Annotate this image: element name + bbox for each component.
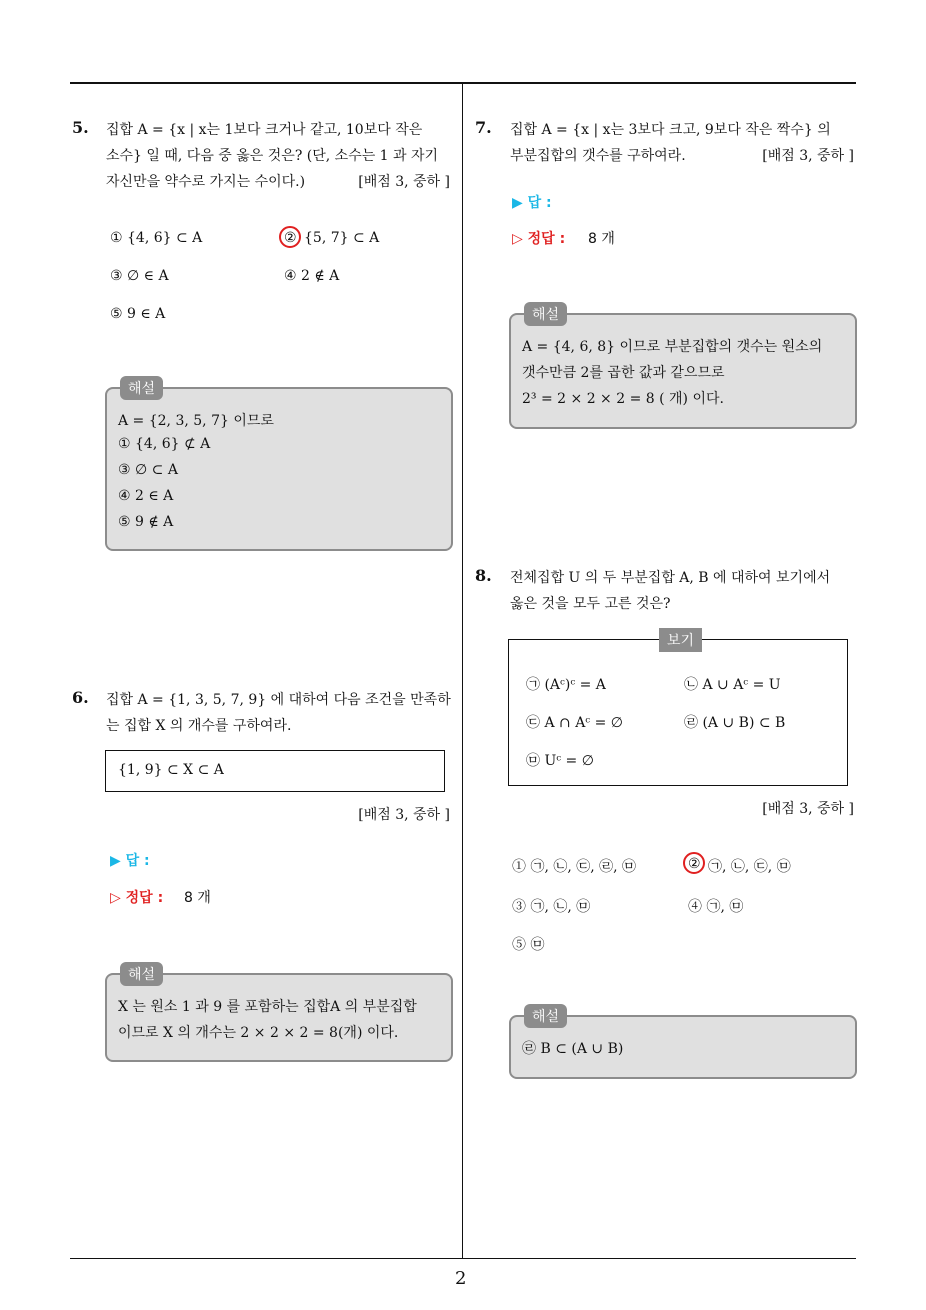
question-5-text-line: 자신만을 약수로 가지는 수이다.)	[106, 174, 306, 190]
question-8-text-line: 전체집합 U 의 두 부분집합 A, B 에 대하여 보기에서	[510, 570, 831, 586]
question-6-solution-box	[105, 973, 453, 1062]
question-6-correct-value: 8 개	[184, 890, 211, 906]
question-6-score: [배점 3, 중하 ]	[358, 807, 450, 823]
question-5-number: 5.	[72, 118, 89, 137]
question-8-solution-tag: 해설	[524, 1004, 567, 1028]
question-8-choice-5[interactable]: ⑤ ㉤	[512, 937, 545, 953]
question-7-correct-value: 8 개	[588, 231, 615, 247]
solution-line: 이므로 X 의 개수는 2 × 2 × 2 = 8(개) 이다.	[118, 1025, 399, 1041]
bogi-item: ㉡ A ∪ Aᶜ = U	[684, 677, 781, 693]
question-8-bogi-tag: 보기	[659, 628, 702, 652]
solution-line: A = {2, 3, 5, 7} 이므로	[118, 413, 274, 429]
bogi-item: ㉤ Uᶜ = ∅	[526, 753, 594, 769]
question-8-choice-2[interactable]: ㉠, ㉡, ㉢, ㉤	[708, 859, 791, 875]
question-7-text-line: 부분집합의 갯수를 구하여라.	[510, 148, 686, 164]
question-5-solution-tag: 해설	[120, 376, 163, 400]
solution-line: 2³ = 2 × 2 × 2 = 8 ( 개) 이다.	[522, 391, 724, 407]
question-8-choice-3[interactable]: ③ ㉠, ㉡, ㉤	[512, 899, 591, 915]
question-5-choice-4[interactable]: ④ 2 ∉ A	[284, 268, 340, 284]
solution-line: ④ 2 ∈ A	[118, 488, 174, 504]
column-divider	[462, 84, 463, 1258]
question-5-choice-5[interactable]: ⑤ 9 ∈ A	[110, 306, 166, 322]
question-7-score: [배점 3, 중하 ]	[762, 148, 854, 164]
question-7-correct-label: ▷ 정답 :	[512, 231, 566, 247]
question-7-answer-label: ▶ 답 :	[512, 195, 552, 211]
question-5-choice-1[interactable]: ① {4, 6} ⊂ A	[110, 230, 203, 246]
question-6-text-line: 는 집합 X 의 개수를 구하여라.	[106, 718, 292, 734]
solution-line: ㉣ B ⊂ (A ∪ B)	[522, 1041, 624, 1057]
question-7-text-line: 집합 A = {x | x는 3보다 크고, 9보다 작은 짝수} 의	[510, 122, 831, 138]
solution-line: A = {4, 6, 8} 이므로 부분집합의 갯수는 원소의	[522, 339, 823, 355]
solution-line: X 는 원소 1 과 9 를 포함하는 집합A 의 부분집합	[118, 999, 417, 1015]
solution-line: ③ ∅ ⊂ A	[118, 462, 178, 478]
question-8-text-line: 옳은 것을 모두 고른 것은?	[510, 596, 671, 612]
question-8-choice-1[interactable]: ① ㉠, ㉡, ㉢, ㉣, ㉤	[512, 859, 637, 875]
question-6-number: 6.	[72, 688, 89, 707]
bogi-item: ㉣ (A ∪ B) ⊂ B	[684, 715, 786, 731]
solution-line: ① {4, 6} ⊄ A	[118, 436, 211, 452]
question-8-score: [배점 3, 중하 ]	[762, 801, 854, 817]
question-6-condition: {1, 9} ⊂ X ⊂ A	[118, 762, 224, 778]
question-6-correct-label: ▷ 정답 :	[110, 890, 164, 906]
question-7-number: 7.	[475, 118, 492, 137]
question-6-answer-label: ▶ 답 :	[110, 853, 150, 869]
question-5-choice-2-number: ②	[284, 230, 297, 246]
question-5-score: [배점 3, 중하 ]	[358, 174, 450, 190]
question-5-text-line: 소수} 일 때, 다음 중 옳은 것은? (단, 소수는 1 과 자기	[106, 148, 439, 164]
top-rule	[70, 82, 856, 84]
question-6-text-line: 집합 A = {1, 3, 5, 7, 9} 에 대하여 다음 조건을 만족하	[106, 692, 451, 708]
question-5-text-line: 집합 A = {x | x는 1보다 크거나 같고, 10보다 작은	[106, 122, 423, 138]
question-5-choice-2[interactable]: {5, 7} ⊂ A	[304, 230, 380, 246]
question-8-number: 8.	[475, 566, 492, 585]
solution-line: 갯수만큼 2를 곱한 값과 같으므로	[522, 365, 725, 381]
solution-line: ⑤ 9 ∉ A	[118, 514, 174, 530]
page-number: 2	[455, 1268, 467, 1289]
question-5-choice-3[interactable]: ③ ∅ ∈ A	[110, 268, 169, 284]
bogi-item: ㉠ (Aᶜ)ᶜ = A	[526, 677, 606, 693]
question-6-solution-tag: 해설	[120, 962, 163, 986]
bogi-item: ㉢ A ∩ Aᶜ = ∅	[526, 715, 623, 731]
bottom-rule	[70, 1258, 856, 1259]
question-8-choice-4[interactable]: ④ ㉠, ㉤	[688, 899, 744, 915]
question-7-solution-tag: 해설	[524, 302, 567, 326]
question-8-choice-2-number: ②	[688, 856, 701, 872]
